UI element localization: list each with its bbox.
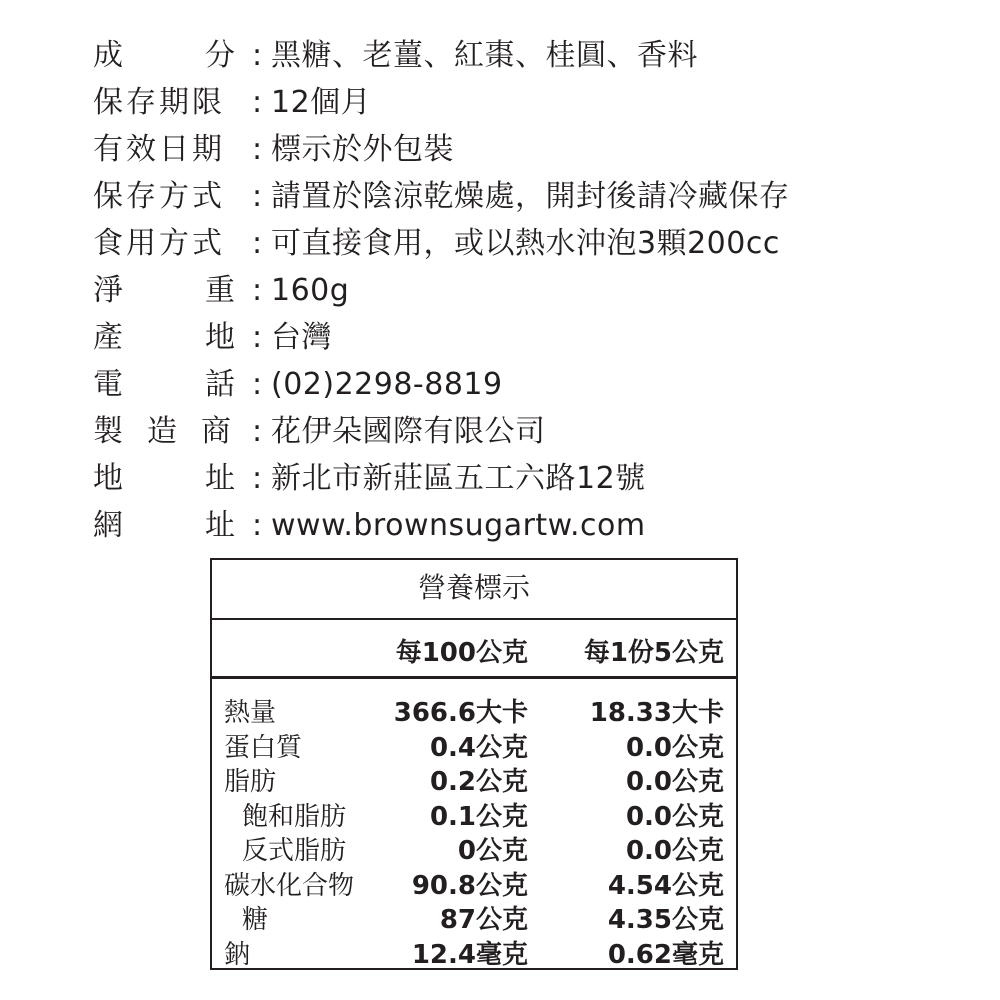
nutrient-row xyxy=(212,761,736,795)
nutrient-row xyxy=(212,899,736,933)
info-label-text: 造 xyxy=(147,414,177,449)
info-label xyxy=(93,173,243,220)
info-value: 新北市新莊區五工六路12號 xyxy=(271,461,646,496)
info-label xyxy=(93,361,243,408)
info-colon: : xyxy=(251,461,263,496)
nutrient-per-100g: 366.6大卡 xyxy=(393,698,528,728)
info-row xyxy=(93,220,790,267)
nutrient-row xyxy=(212,865,736,899)
info-colon: : xyxy=(251,508,263,543)
info-value: 黑糖、老薑、紅棗、桂圓、香料 xyxy=(271,38,698,73)
info-colon: : xyxy=(251,273,263,308)
info-label xyxy=(93,314,243,361)
info-label-text: 址 xyxy=(205,508,235,543)
nutrient-per-serving: 0.62毫克 xyxy=(607,939,724,970)
info-label-text: 話 xyxy=(205,367,235,402)
info-colon: : xyxy=(251,38,263,73)
info-label-text: 重 xyxy=(205,273,235,308)
info-row xyxy=(93,126,790,173)
nutrient-name: 熱量 xyxy=(224,698,277,728)
nutrient-per-serving: 0.0公克 xyxy=(625,836,724,866)
nutrient-per-serving: 0.0公克 xyxy=(625,801,724,832)
info-label xyxy=(93,455,243,502)
nutrient-per-serving: 18.33大卡 xyxy=(589,698,724,728)
info-label xyxy=(93,79,243,126)
info-colon: : xyxy=(251,414,263,449)
info-row xyxy=(93,455,790,502)
info-value: 台灣 xyxy=(271,320,332,355)
info-row xyxy=(93,502,790,549)
info-label-text: 保存方式 xyxy=(93,179,225,214)
info-row xyxy=(93,267,790,314)
nutrient-per-100g: 90.8公克 xyxy=(411,870,528,901)
info-label-text: 地 xyxy=(93,461,123,496)
info-colon: : xyxy=(251,179,263,214)
info-label-text: 分 xyxy=(205,38,235,73)
nutrient-name: 脂肪 xyxy=(224,767,277,797)
info-label-text: 電 xyxy=(93,367,123,402)
column-header-per-100g: 每100公克 xyxy=(395,638,528,668)
info-value: 請置於陰涼乾燥處，開封後請冷藏保存 xyxy=(271,179,790,214)
nutrient-name: 反式脂肪 xyxy=(242,836,347,866)
nutrient-per-100g: 0.2公克 xyxy=(429,767,528,797)
info-label-text: 商 xyxy=(201,414,231,449)
nutrient-per-serving: 4.35公克 xyxy=(607,905,724,935)
info-colon: : xyxy=(251,367,263,402)
nutrient-per-100g: 0.4公克 xyxy=(429,732,528,763)
info-value: www.brownsugartw.com xyxy=(271,508,646,543)
info-value: (02)2298-8819 xyxy=(271,367,503,402)
info-label-text: 保存期限 xyxy=(93,85,225,120)
info-row xyxy=(93,32,790,79)
nutrient-per-100g: 87公克 xyxy=(439,905,528,935)
nutrient-row xyxy=(212,830,736,864)
info-label-text: 食用方式 xyxy=(93,226,225,261)
info-label xyxy=(93,126,243,173)
nutrient-name: 糖 xyxy=(242,905,269,935)
info-label xyxy=(93,32,243,79)
nutrient-name: 蛋白質 xyxy=(224,732,303,763)
info-colon: : xyxy=(251,132,263,167)
nutrient-name: 飽和脂肪 xyxy=(242,801,347,832)
info-value: 12個月 xyxy=(271,85,372,120)
info-row xyxy=(93,361,790,408)
info-label xyxy=(93,408,243,455)
info-row xyxy=(93,173,790,220)
info-label-text: 成 xyxy=(93,38,123,73)
nutrient-per-100g: 0.1公克 xyxy=(429,801,528,832)
info-value: 可直接食用，或以熱水沖泡3顆200cc xyxy=(271,226,780,261)
nutrient-name: 鈉 xyxy=(224,939,251,970)
info-label-text: 址 xyxy=(205,461,235,496)
nutrient-per-serving: 4.54公克 xyxy=(607,870,724,901)
nutrition-facts-panel xyxy=(210,558,738,970)
info-value: 標示於外包裝 xyxy=(271,132,454,167)
nutrition-title: 營養標示 xyxy=(212,560,736,620)
nutrient-per-100g: 12.4毫克 xyxy=(411,939,528,970)
info-row xyxy=(93,408,790,455)
nutrient-name: 碳水化合物 xyxy=(224,870,355,901)
info-colon: : xyxy=(251,85,263,120)
info-label-text: 有效日期 xyxy=(93,132,225,167)
nutrient-per-100g: 0公克 xyxy=(457,836,528,866)
info-row xyxy=(93,314,790,361)
info-value: 花伊朵國際有限公司 xyxy=(271,414,546,449)
info-label xyxy=(93,502,243,549)
nutrition-column-headers xyxy=(212,620,736,679)
column-header-per-serving: 每1份5公克 xyxy=(583,638,724,668)
info-colon: : xyxy=(251,226,263,261)
nutrient-row xyxy=(212,796,736,830)
product-info-list xyxy=(93,32,790,549)
info-label xyxy=(93,220,243,267)
info-value: 160g xyxy=(271,273,350,308)
nutrient-row xyxy=(212,934,736,968)
nutrient-per-serving: 0.0公克 xyxy=(625,767,724,797)
nutrient-row xyxy=(212,727,736,761)
info-label-text: 製 xyxy=(93,414,123,449)
info-label-text: 淨 xyxy=(93,273,123,308)
info-row xyxy=(93,79,790,126)
info-label-text: 地 xyxy=(205,320,235,355)
info-label xyxy=(93,267,243,314)
info-label-text: 產 xyxy=(93,320,123,355)
nutrient-row xyxy=(212,692,736,726)
nutrient-per-serving: 0.0公克 xyxy=(625,732,724,763)
info-label-text: 網 xyxy=(93,508,123,543)
info-colon: : xyxy=(251,320,263,355)
